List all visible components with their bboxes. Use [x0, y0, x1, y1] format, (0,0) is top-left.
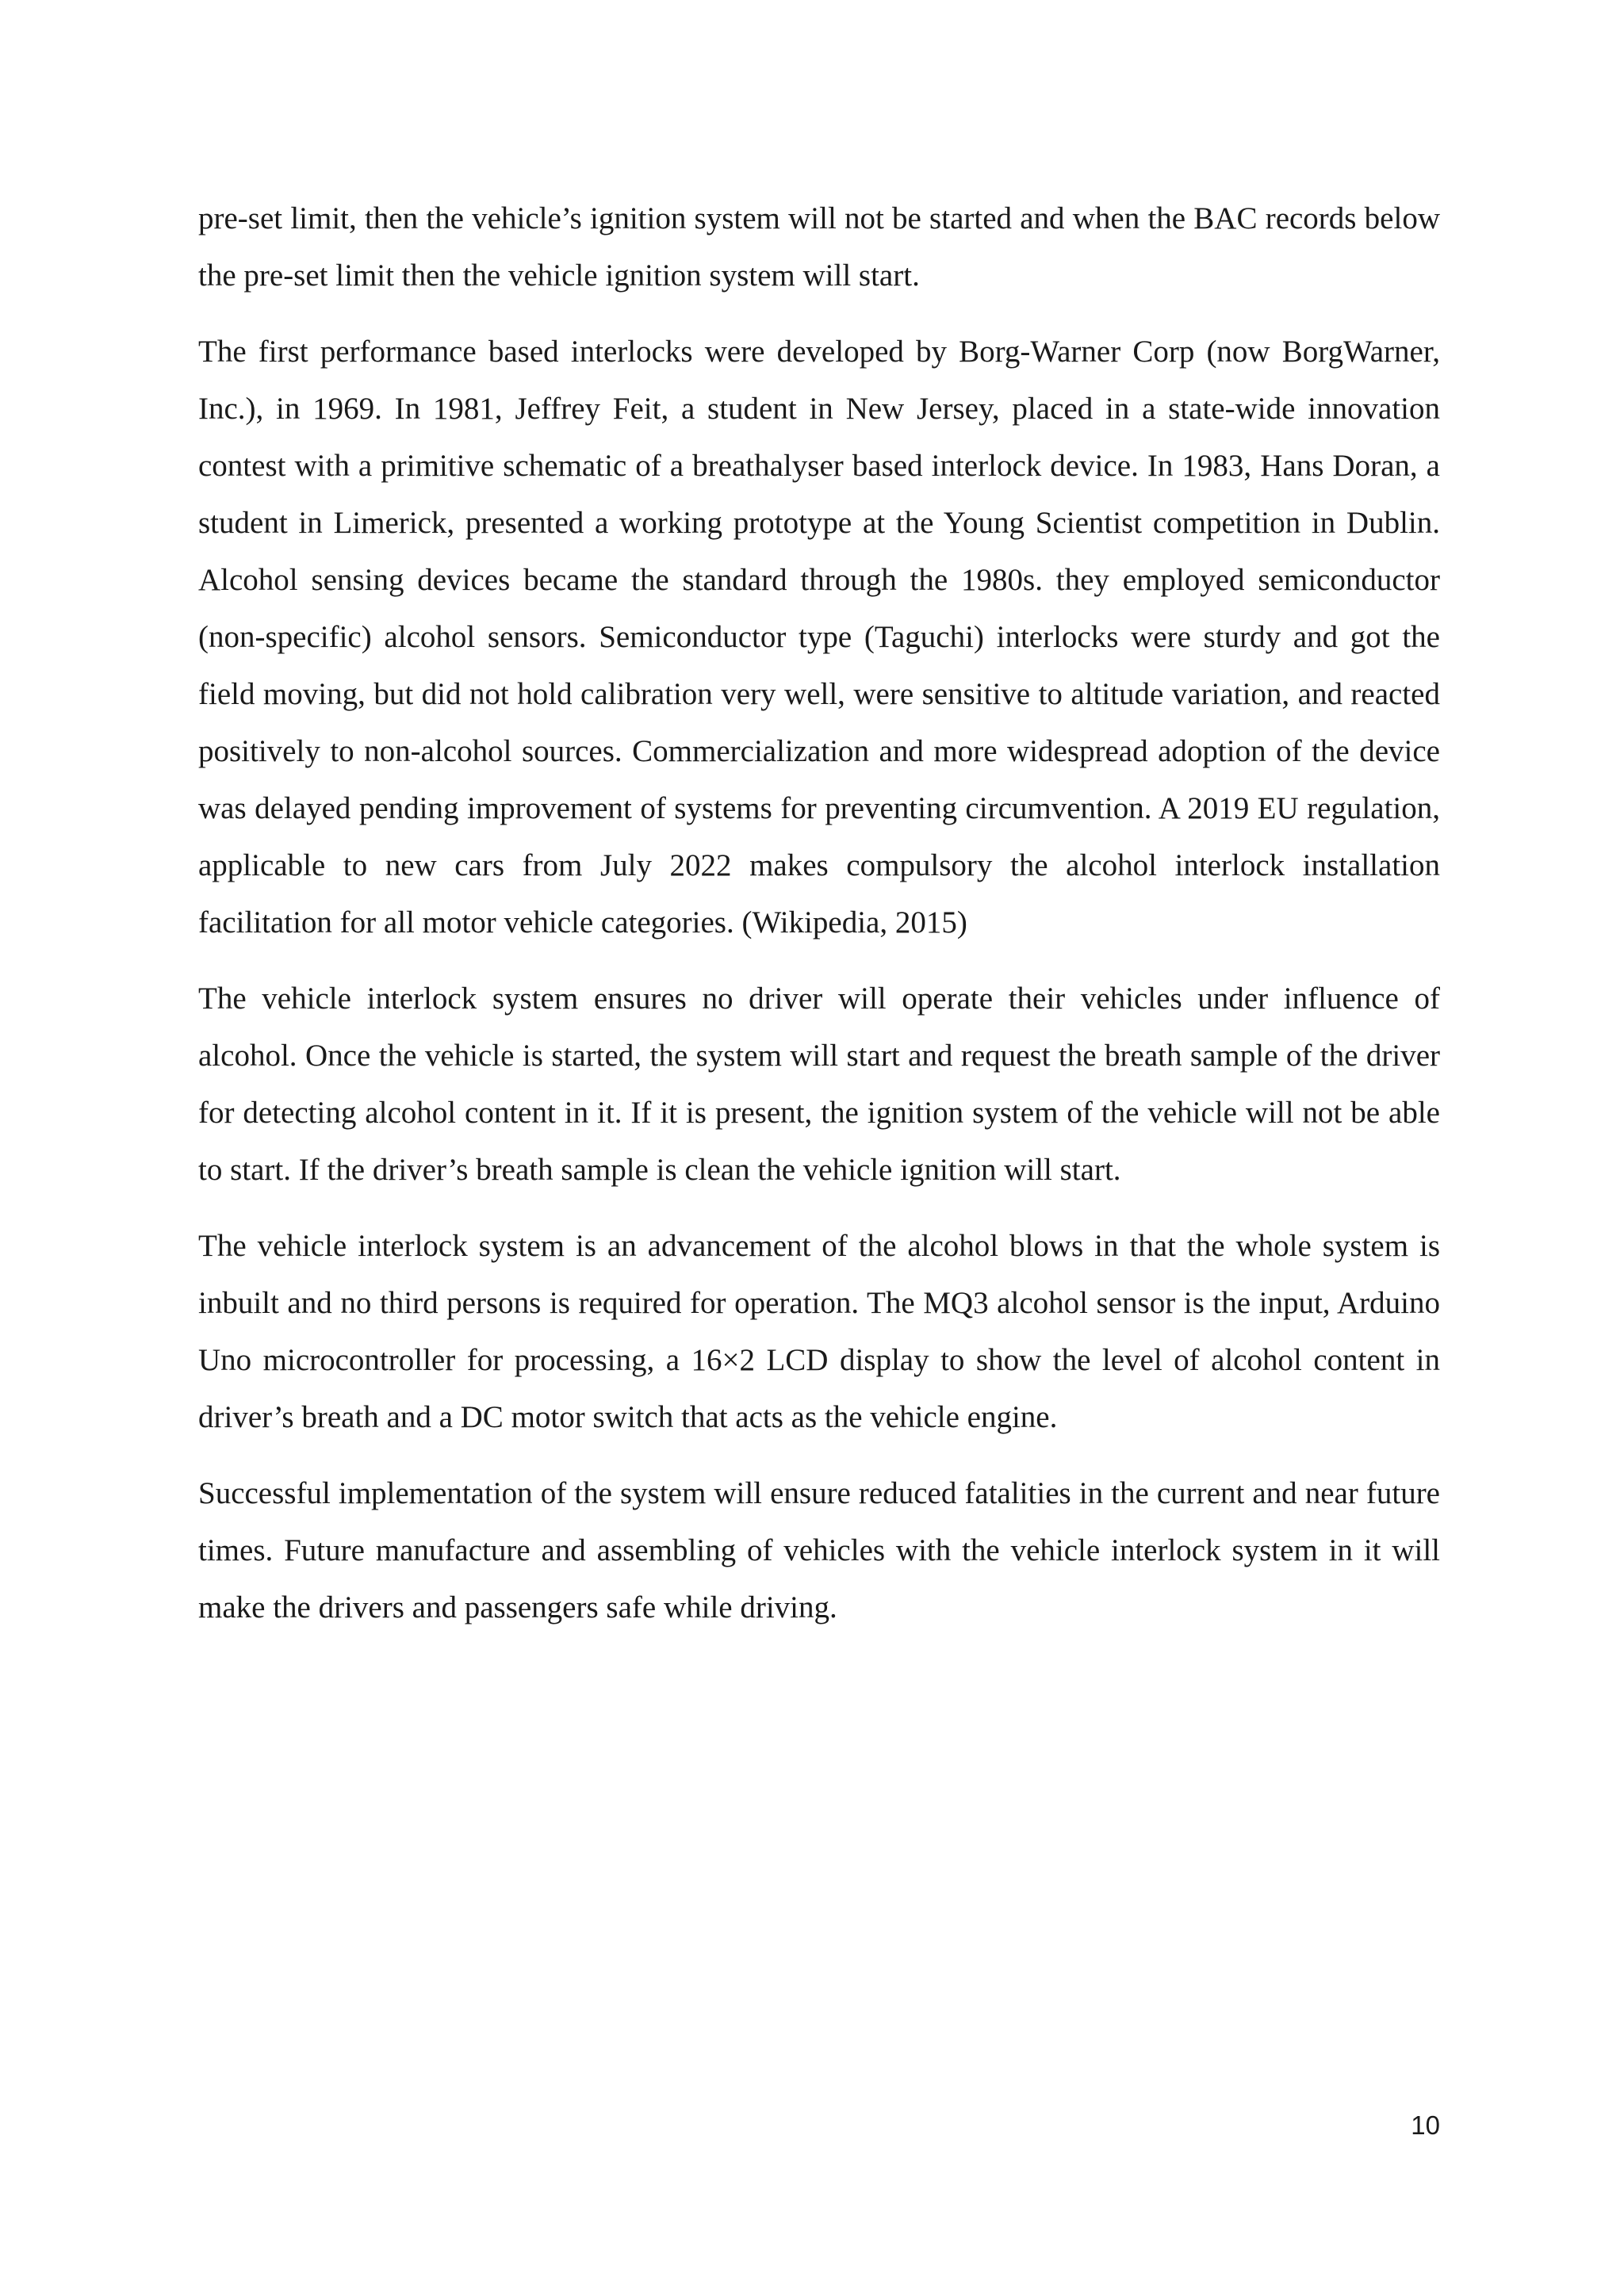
document-body	[198, 190, 1440, 1655]
paragraph-conclusion: Successful implementation of the system will ensure reduced fatalities in the current and near future times. Future manufacture and assembling of vehicles with the vehicle interlock system in it will make the drivers and passengers safe while driving.	[198, 1476, 1440, 1624]
paragraph-interlock-history: The first performance based interlocks were developed by Borg-Warner Corp (now BorgWarner, Inc.), in 1969. In 1981, Jeffrey Feit, a student in New Jersey, placed in a state-wide innovation contest with a primitive schematic of a breathalyser based interlock device. In 1983, Hans Doran, a student in Limerick, presented a working prototype at the Young Scientist competition in Dublin. Alcohol sensing devices became the standard through the 1980s. they employed semiconductor (non-specific) alcohol sensors. Semiconductor type (Taguchi) interlocks were sturdy and got the field moving, but did not hold calibration very well, were sensitive to altitude variation, and reacted positively to non-alcohol sources. Commercialization and more widespread adoption of the device was delayed pending improvement of systems for preventing circumvention. A 2019 EU regulation, applicable to new cars from July 2022 makes compulsory the alcohol interlock installation facilitation for all motor vehicle categories. (Wikipedia, 2015)	[198, 335, 1440, 939]
paragraph-system-function: The vehicle interlock system ensures no driver will operate their vehicles under influence of alcohol. Once the vehicle is started, the system will start and request the breath sample of the driver for detecting alcohol content in it. If it is present, the ignition system of the vehicle will not be able to start. If the driver’s breath sample is clean the vehicle ignition will start.	[198, 982, 1440, 1187]
paragraph-system-components: The vehicle interlock system is an advancement of the alcohol blows in that the whole system is inbuilt and no third persons is required for operation. The MQ3 alcohol sensor is the input, Arduino Uno microcontroller for processing, a 16×2 LCD display to show the level of alcohol content in driver’s breath and a DC motor switch that acts as the vehicle engine.	[198, 1229, 1440, 1434]
paragraph-bac-limit: pre-set limit, then the vehicle’s ignition system will not be started and when the BAC records below the pre-set limit then the vehicle ignition system will start.	[198, 201, 1440, 293]
page-number: 10	[1411, 2110, 1440, 2140]
